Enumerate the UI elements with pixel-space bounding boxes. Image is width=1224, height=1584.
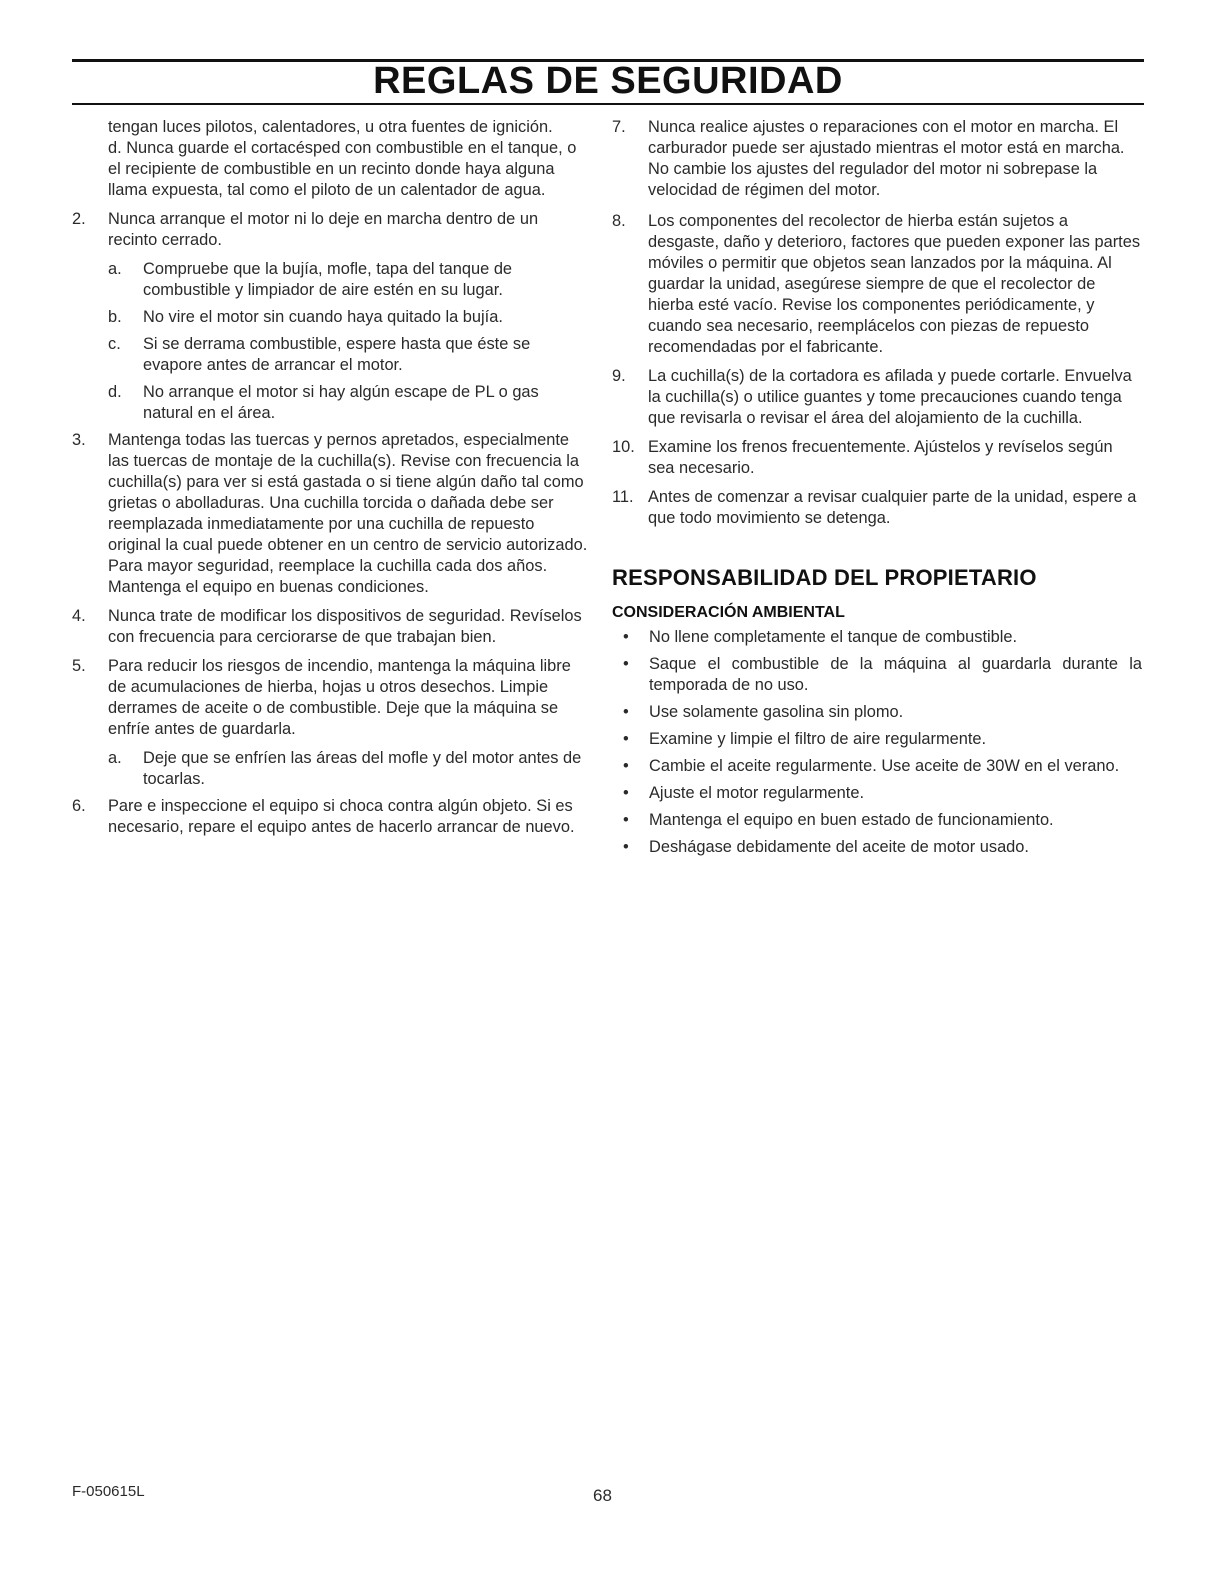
list-text: Examine los frenos frecuentemente. Ajústelos y revíselos según sea necesario. xyxy=(648,438,1113,477)
bullet-icon: • xyxy=(623,655,629,673)
bullet-icon: • xyxy=(623,628,629,646)
list-number: 5. xyxy=(72,657,86,675)
bullet-icon: • xyxy=(623,703,629,721)
list-number: 4. xyxy=(72,607,86,625)
list-text: Pare e inspeccione el equipo si choca contra algún objeto. Si es necesario, repare el equipo antes de hacerlo arrancar de nuevo. xyxy=(108,797,575,836)
list-item-7 xyxy=(612,117,1142,201)
subsection-title: CONSIDERACIÓN AMBIENTAL xyxy=(612,604,845,621)
list-text: Nunca trate de modificar los dispositivos de seguridad. Revíselos con frecuencia para cerciorarse de que trabajan bien. xyxy=(108,607,582,646)
list-text: Para reducir los riesgos de incendio, mantenga la máquina libre de acumulaciones de hierba, hojas u otros desechos. Limpie derrames de aceite o de combustible. Deje que la máquina se enfríe antes de guardarla. xyxy=(108,657,571,738)
page-number: 68 xyxy=(593,1486,612,1505)
bullet-text: Examine y limpie el filtro de aire regularmente. xyxy=(649,730,987,748)
list-text: Los componentes del recolector de hierba están sujetos a desgaste, daño y deterioro, factores que pueden exponer las partes móviles o permitir que objetos sean lanzados por la máquina. Al guardar la unidad, asegúrese siempre de que el recolector de hierba esté vacío. Revise los componentes periódicamente, y cuando sea necesario, reemplácelos con piezas de repuesto recomendadas por el fabricante. xyxy=(648,212,1141,356)
bullet-item xyxy=(612,756,1142,777)
list-number: 7. xyxy=(612,118,626,136)
header-rule-bottom xyxy=(72,103,1144,105)
bullet-text: Ajuste el motor regularmente. xyxy=(649,784,864,802)
list-text: La cuchilla(s) de la cortadora es afilada y puede cortarle. Envuelva la cuchilla(s) o utilice guantes y tome precauciones cuando tenga que revisarla o revisar el área del alojamiento de la cuchilla. xyxy=(648,367,1132,427)
list-number: 6. xyxy=(72,797,86,815)
bullet-text: No llene completamente el tanque de combustible. xyxy=(649,628,1018,646)
bullet-text: Cambie el aceite regularmente. Use aceite de 30W en el verano. xyxy=(649,757,1120,775)
bullet-item xyxy=(612,783,1142,804)
list-text: Nunca arranque el motor ni lo deje en marcha dentro de un recinto cerrado. xyxy=(108,210,539,249)
sub-letter: a. xyxy=(108,260,122,278)
list-number: 9. xyxy=(612,367,626,385)
sub-letter: a. xyxy=(108,749,122,767)
list-number: 10. xyxy=(612,438,635,456)
list-text: Antes de comenzar a revisar cualquier parte de la unidad, espere a que todo movimiento se detenga. xyxy=(648,488,1137,527)
bullet-text: Saque el combustible de la máquina al guardarla durante la temporada de no uso. xyxy=(649,655,1142,694)
bullet-item xyxy=(612,837,1142,858)
section-title: RESPONSABILIDAD DEL PROPIETARIO xyxy=(612,565,1037,590)
continued-item-d: d. Nunca guarde el cortacésped con combustible en el tanque, o el recipiente de combustible en un recinto donde haya alguna llama expuesta, tal como el piloto de un calentador de agua. xyxy=(108,139,577,199)
list-number: 2. xyxy=(72,210,86,228)
bullet-icon: • xyxy=(623,730,629,748)
sub-letter: b. xyxy=(108,308,122,326)
page-title: REGLAS DE SEGURIDAD xyxy=(373,60,843,102)
bullet-item xyxy=(612,702,1142,723)
list-item-3 xyxy=(72,430,590,598)
right-column xyxy=(612,117,1142,864)
bullet-icon: • xyxy=(623,784,629,802)
sub-item-d xyxy=(72,382,590,424)
bullet-icon: • xyxy=(623,838,629,856)
bullet-item xyxy=(612,627,1142,648)
list-item-9 xyxy=(612,366,1142,429)
sub-item-a xyxy=(72,259,590,301)
document-code: F-050615L xyxy=(72,1483,145,1500)
sub-text: Compruebe que la bujía, mofle, tapa del tanque de combustible y limpiador de aire estén en su lugar. xyxy=(143,260,513,299)
list-text: Mantenga todas las tuercas y pernos apretados, especialmente las tuercas de montaje de la cuchilla(s). Revise con frecuencia la cuchilla(s) para ver si está gastada o si tiene algún daño tal como grietas o abolladuras. Una cuchilla torcida o dañada debe ser reemplazada inmediatamente por una cuchilla de repuesto original la cual puede obtener en un centro de servicio autorizado. Para mayor seguridad, reemplace la cuchilla cada dos años. Mantenga el equipo en buenas condiciones. xyxy=(108,431,588,596)
sub-item-a xyxy=(72,748,590,790)
sub-item-c xyxy=(72,334,590,376)
list-item-2 xyxy=(72,209,590,424)
sub-letter: c. xyxy=(108,335,121,353)
continued-line: tengan luces pilotos, calentadores, u otra fuentes de ignición. xyxy=(108,118,553,136)
left-column xyxy=(72,117,590,846)
sub-text: No vire el motor sin cuando haya quitado la bujía. xyxy=(143,308,503,326)
bullet-icon: • xyxy=(623,811,629,829)
sub-letter: d. xyxy=(108,383,122,401)
list-item-4 xyxy=(72,606,590,648)
bullet-icon: • xyxy=(623,757,629,775)
bullet-item xyxy=(612,810,1142,831)
list-item-5 xyxy=(72,656,590,790)
sub-text: Deje que se enfríen las áreas del mofle y del motor antes de tocarlas. xyxy=(143,749,582,788)
list-number: 8. xyxy=(612,212,626,230)
list-item-10 xyxy=(612,437,1142,479)
bullet-text: Use solamente gasolina sin plomo. xyxy=(649,703,904,721)
list-text: Nunca realice ajustes o reparaciones con el motor en marcha. El carburador puede ser ajustado mientras el motor está en marcha. No cambie los ajustes del regulador del motor ni sobrepase la velocidad de régimen del motor. xyxy=(648,118,1125,199)
sub-text: No arranque el motor si hay algún escape de PL o gas natural en el área. xyxy=(143,383,539,422)
bullet-text: Deshágase debidamente del aceite de motor usado. xyxy=(649,838,1029,856)
list-number: 11. xyxy=(612,488,634,506)
bullet-item xyxy=(612,729,1142,750)
list-item-8 xyxy=(612,211,1142,358)
bullet-item xyxy=(612,654,1142,696)
sub-item-b xyxy=(72,307,590,328)
sub-text: Si se derrama combustible, espere hasta que éste se evapore antes de arrancar el motor. xyxy=(143,335,531,374)
list-number: 3. xyxy=(72,431,86,449)
bullet-text: Mantenga el equipo en buen estado de funcionamiento. xyxy=(649,811,1054,829)
list-item-11 xyxy=(612,487,1142,529)
list-item-6 xyxy=(72,796,590,838)
